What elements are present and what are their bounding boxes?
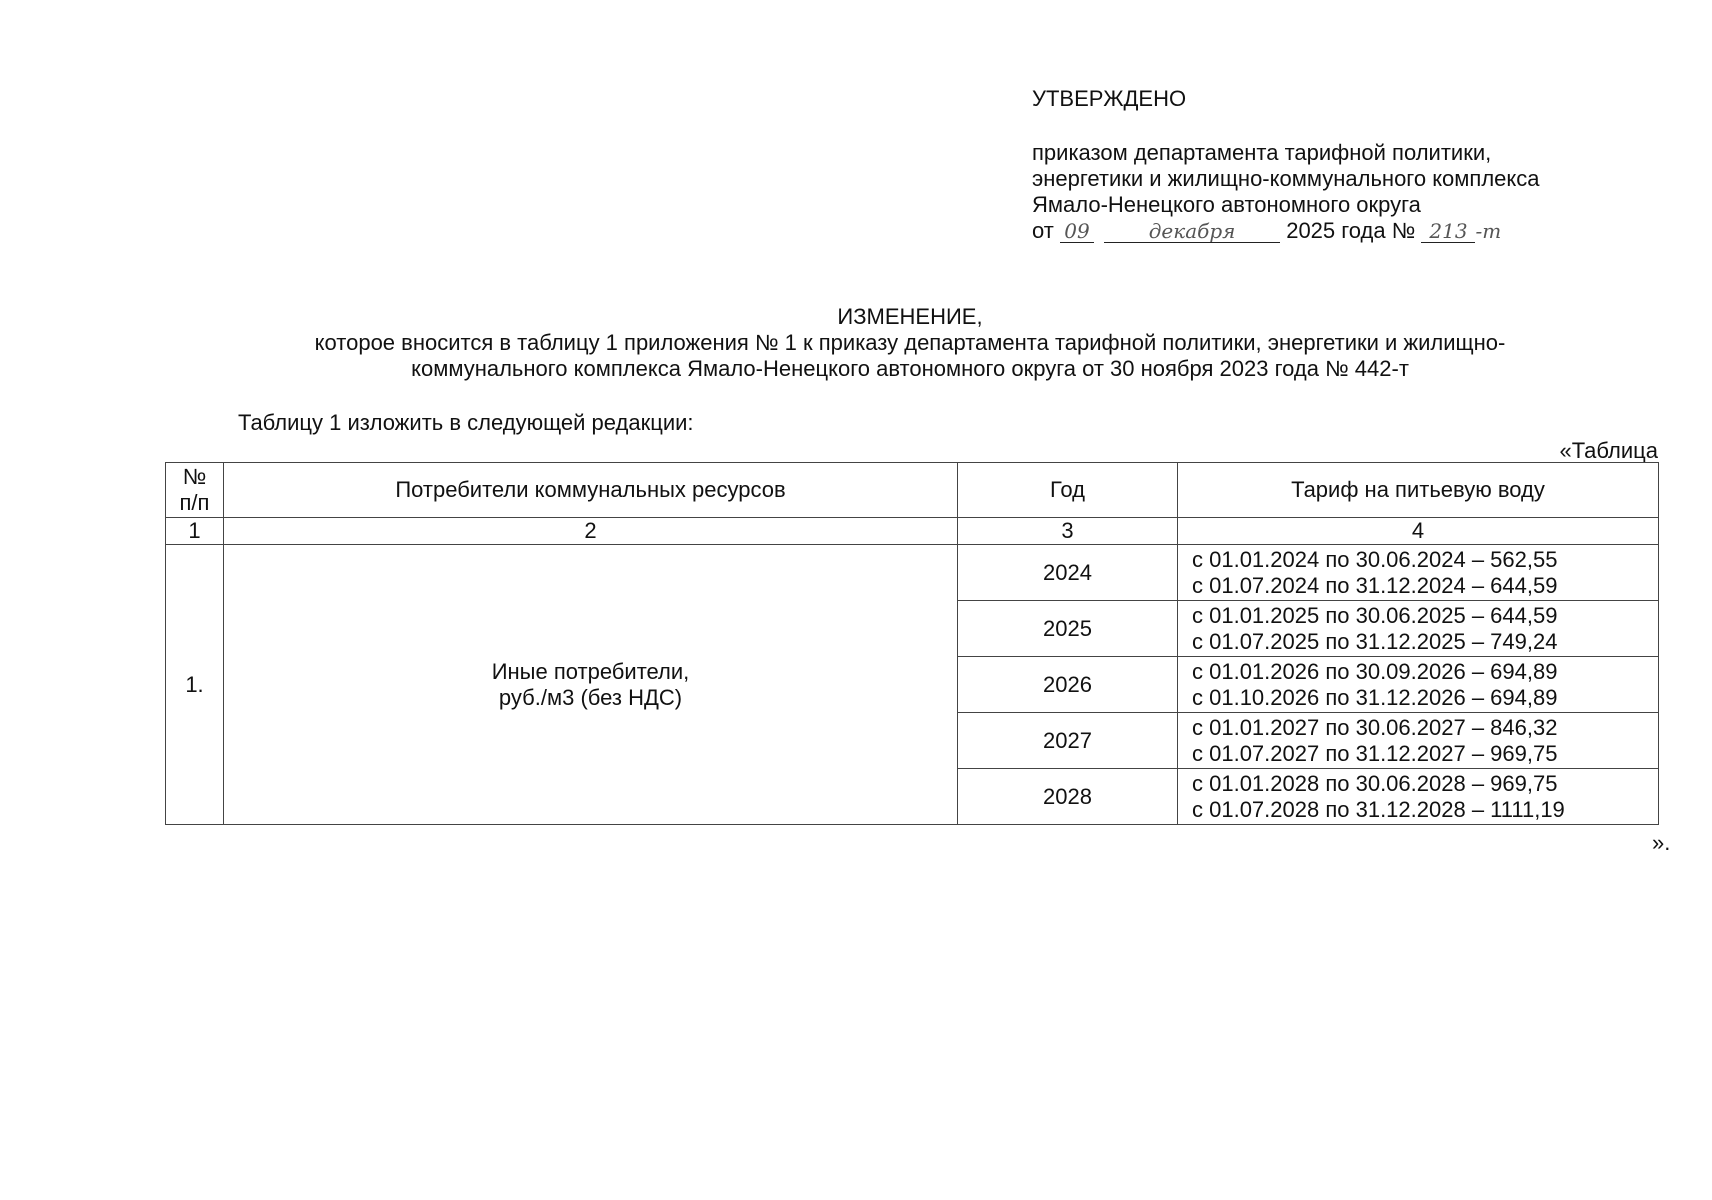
consumer-line-1: Иные потребители, [491, 658, 690, 684]
tariff-cell [1178, 657, 1659, 713]
tariff-line: с 01.01.2026 по 30.09.2026 – 694,89 [1192, 658, 1558, 684]
intro-text: Таблицу 1 изложить в следующей редакции: [238, 410, 694, 435]
header-num: № п/п [166, 463, 224, 518]
handwritten-day: 09 [1060, 220, 1094, 243]
column-number: 1 [166, 518, 224, 545]
handwritten-month: декабря [1104, 220, 1280, 243]
tariff-line: с 01.01.2027 по 30.06.2027 – 846,32 [1192, 714, 1558, 740]
tariff-line: с 01.07.2024 по 31.12.2024 – 644,59 [1192, 572, 1558, 598]
year-cell: 2027 [958, 713, 1178, 769]
tariff-cell [1178, 769, 1659, 825]
table-caption: «Таблица [1559, 438, 1658, 463]
header-tariff: Тариф на питьевую воду [1178, 463, 1659, 518]
approval-line-2: энергетики и жилищно-коммунального комплекса [1032, 166, 1540, 191]
tariff-cell [1178, 601, 1659, 657]
column-number: 3 [958, 518, 1178, 545]
approval-date-line [1032, 218, 1672, 244]
column-number-row [166, 518, 1659, 545]
heading-line-1: которое вносится в таблицу 1 приложения № 1 к приказу департамента тарифной политики, энергетики и жилищно- [314, 330, 1506, 355]
document-heading [160, 304, 1660, 382]
table-row [166, 545, 1659, 601]
order-suffix: -т [1475, 219, 1502, 243]
tariff-line: с 01.10.2026 по 31.12.2026 – 694,89 [1192, 684, 1558, 710]
heading-title: ИЗМЕНЕНИЕ, [837, 304, 983, 329]
tariff-line: с 01.01.2024 по 30.06.2024 – 562,55 [1192, 546, 1558, 572]
tariff-line: с 01.07.2025 по 31.12.2025 – 749,24 [1192, 628, 1558, 654]
table-header-row [166, 463, 1659, 518]
consumer-cell [224, 545, 958, 825]
column-number: 2 [224, 518, 958, 545]
year-cell: 2028 [958, 769, 1178, 825]
header-year: Год [958, 463, 1178, 518]
heading-line-2: коммунального комплекса Ямало-Ненецкого автономного округа от 30 ноября 2023 года № 442-т [411, 356, 1409, 381]
row-number: 1. [166, 545, 224, 825]
column-number: 4 [1178, 518, 1659, 545]
tariff-line: с 01.01.2028 по 30.06.2028 – 969,75 [1192, 770, 1558, 796]
approval-line-3: Ямало-Ненецкого автономного округа [1032, 192, 1421, 217]
tariff-table [165, 462, 1659, 825]
header-consumers: Потребители коммунальных ресурсов [224, 463, 958, 518]
tariff-line: с 01.07.2027 по 31.12.2027 – 969,75 [1192, 740, 1558, 766]
year-cell: 2026 [958, 657, 1178, 713]
approval-block [1032, 86, 1672, 244]
year-cell: 2025 [958, 601, 1178, 657]
tariff-cell [1178, 713, 1659, 769]
closing-quote: ». [1652, 830, 1671, 855]
approval-line-1: приказом департамента тарифной политики, [1032, 140, 1492, 165]
handwritten-order-number: 213 [1421, 220, 1475, 243]
date-year-text: 2025 года № [1286, 218, 1416, 243]
approved-label: УТВЕРЖДЕНО [1032, 86, 1187, 111]
year-cell: 2024 [958, 545, 1178, 601]
tariff-line: с 01.07.2028 по 31.12.2028 – 1111,19 [1192, 796, 1565, 822]
tariff-cell [1178, 545, 1659, 601]
consumer-line-2: руб./м3 (без НДС) [498, 684, 683, 710]
tariff-line: с 01.01.2025 по 30.06.2025 – 644,59 [1192, 602, 1558, 628]
date-prefix: от [1032, 218, 1054, 243]
